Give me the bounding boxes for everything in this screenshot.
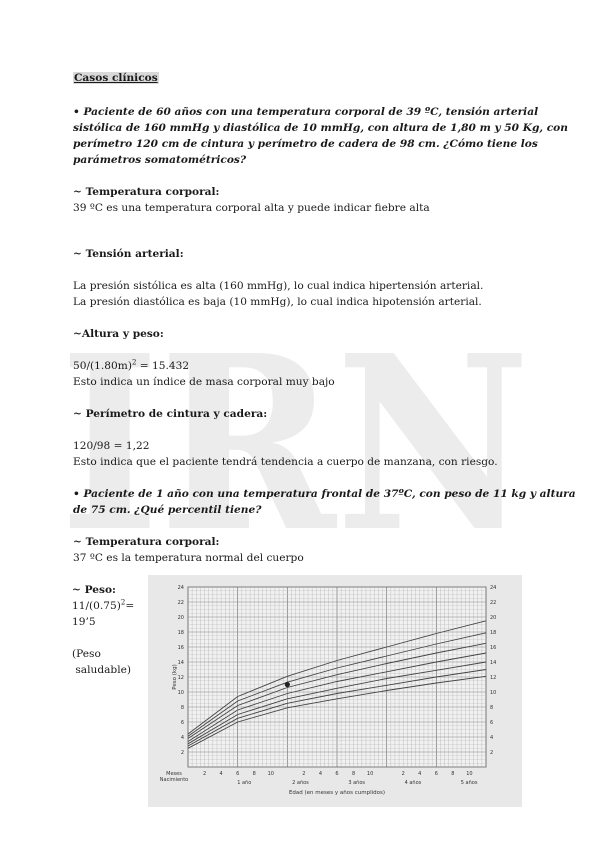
x-month-tick-label: 4 bbox=[318, 771, 323, 777]
y-tick-label-right: 4 bbox=[490, 735, 494, 741]
y-tick-label-left: 4 bbox=[180, 735, 184, 741]
case1-intro-line2: sistólica de 160 mmHg y diastólica de 10 mmHg, con altura de 1,80 m y 50 Kg, con bbox=[73, 122, 568, 134]
case1-bmi-calc bbox=[73, 358, 189, 374]
case2-weight-note1: (Peso bbox=[72, 648, 101, 660]
y-tick-label-right: 8 bbox=[490, 705, 494, 711]
x-month-tick-label: 10 bbox=[267, 771, 274, 777]
weight-equals: = bbox=[125, 600, 135, 612]
case2-intro-line2: de 75 cm. ¿Qué percentil tiene? bbox=[73, 504, 262, 516]
x-month-tick-label: 2 bbox=[401, 771, 405, 777]
x-month-tick-label: 8 bbox=[252, 771, 256, 777]
y-tick-label-right: 24 bbox=[490, 585, 497, 591]
x-year-label: 1 año bbox=[237, 780, 252, 786]
x-month-tick-label: 8 bbox=[451, 771, 455, 777]
y-tick-label-right: 22 bbox=[490, 600, 497, 606]
case2-weight-note2: saludable) bbox=[72, 664, 132, 676]
case1-intro-line3: perímetro 120 cm de cintura y perímetro de cadera de 98 cm. ¿Cómo tiene los bbox=[73, 138, 538, 150]
y-tick-label-left: 8 bbox=[180, 705, 184, 711]
x-month-tick-label: 6 bbox=[335, 771, 339, 777]
y-tick-label-left: 14 bbox=[177, 660, 184, 666]
growth-chart-photo bbox=[148, 575, 522, 807]
section-title: Casos clínicos bbox=[74, 72, 158, 84]
y-tick-label-right: 6 bbox=[490, 720, 494, 726]
case2-intro-line1: • Paciente de 1 año con una temperatura frontal de 37ºC, con peso de 11 kg y altura bbox=[73, 488, 576, 500]
x-month-tick-label: 6 bbox=[236, 771, 240, 777]
case1-intro-line4: parámetros somatométricos? bbox=[73, 154, 247, 166]
y-tick-label-left: 22 bbox=[177, 600, 184, 606]
case2-temp-heading: ~ Temperatura corporal: bbox=[73, 536, 220, 548]
x-year-label: 5 años bbox=[460, 780, 478, 786]
x-month-tick-label: 2 bbox=[202, 771, 207, 777]
x-month-tick-label: 2 bbox=[302, 771, 306, 777]
weight-prefix: 11/(0.75) bbox=[72, 600, 121, 612]
x-month-tick-label: 4 bbox=[219, 771, 223, 777]
y-tick-label-left: 10 bbox=[177, 690, 184, 696]
x-left-label-bottom: Nacimiento bbox=[159, 777, 189, 783]
y-axis-label: Peso (kg) bbox=[172, 664, 178, 690]
bmi-prefix: 50/(1.80m) bbox=[73, 360, 132, 372]
bmi-result: = 15.432 bbox=[136, 360, 190, 372]
case2-temp-text: 37 ºC es la temperatura normal del cuerpo bbox=[73, 552, 304, 564]
case1-temp-heading: ~ Temperatura corporal: bbox=[73, 186, 220, 198]
case1-pressure-line2: La presión diastólica es baja (10 mmHg), lo cual indica hipotensión arterial. bbox=[73, 296, 482, 308]
y-tick-label-left: 16 bbox=[177, 645, 184, 651]
x-year-label: 2 años bbox=[292, 780, 309, 786]
y-tick-label-left: 12 bbox=[177, 675, 184, 681]
weight-exponent: 2 bbox=[120, 598, 126, 607]
patient-marker bbox=[285, 682, 290, 687]
y-tick-label-right: 16 bbox=[490, 645, 497, 651]
case1-waist-calc: 120/98 = 1,22 bbox=[73, 440, 150, 452]
case1-waist-text: Esto indica que el paciente tendrá tendencia a cuerpo de manzana, con riesgo. bbox=[73, 456, 498, 468]
x-year-label: 3 años bbox=[348, 780, 366, 786]
case1-pressure-line1: La presión sistólica es alta (160 mmHg), lo cual indica hipertensión arterial. bbox=[73, 280, 484, 292]
growth-chart bbox=[148, 575, 522, 807]
y-tick-label-left: 6 bbox=[180, 720, 184, 726]
y-tick-label-right: 2 bbox=[490, 750, 494, 756]
bmi-exponent: 2 bbox=[131, 358, 137, 367]
y-tick-label-right: 12 bbox=[490, 675, 497, 681]
case1-temp-text: 39 ºC es una temperatura corporal alta y puede indicar fiebre alta bbox=[73, 202, 430, 214]
y-tick-label-right: 20 bbox=[490, 615, 497, 621]
case1-intro-line1: • Paciente de 60 años con una temperatura corporal de 39 ºC, tensión arterial bbox=[73, 106, 539, 118]
case1-waist-heading: ~ Perímetro de cintura y cadera: bbox=[73, 408, 268, 420]
y-tick-label-left: 2 bbox=[180, 750, 184, 756]
y-tick-label-left: 24 bbox=[177, 585, 184, 591]
x-month-tick-label: 10 bbox=[366, 771, 374, 777]
watermark-text: IRN bbox=[60, 318, 530, 538]
y-tick-label-right: 18 bbox=[490, 630, 497, 636]
case2-weight-value: 19’5 bbox=[72, 616, 96, 628]
case1-height-heading: ~Altura y peso: bbox=[73, 328, 164, 340]
x-month-tick-label: 6 bbox=[434, 771, 438, 777]
x-month-tick-label: 8 bbox=[351, 771, 356, 777]
x-month-tick-label: 10 bbox=[466, 771, 473, 777]
x-left-label-top: Meses bbox=[166, 771, 182, 777]
y-tick-label-right: 10 bbox=[490, 690, 497, 696]
case2-weight-calc bbox=[72, 598, 134, 614]
section-title-row bbox=[73, 70, 159, 86]
x-year-label: 4 años bbox=[404, 780, 422, 786]
y-tick-label-left: 18 bbox=[177, 630, 184, 636]
case1-pressure-heading: ~ Tensión arterial: bbox=[73, 248, 184, 260]
x-axis-label: Edad (en meses y años cumplidos) bbox=[288, 790, 386, 796]
x-month-tick-label: 4 bbox=[418, 771, 422, 777]
case1-bmi-text: Esto indica un índice de masa corporal muy bajo bbox=[73, 376, 335, 388]
case2-weight-heading: ~ Peso: bbox=[72, 584, 116, 596]
y-tick-label-right: 14 bbox=[490, 660, 497, 666]
y-tick-label-left: 20 bbox=[177, 615, 184, 621]
